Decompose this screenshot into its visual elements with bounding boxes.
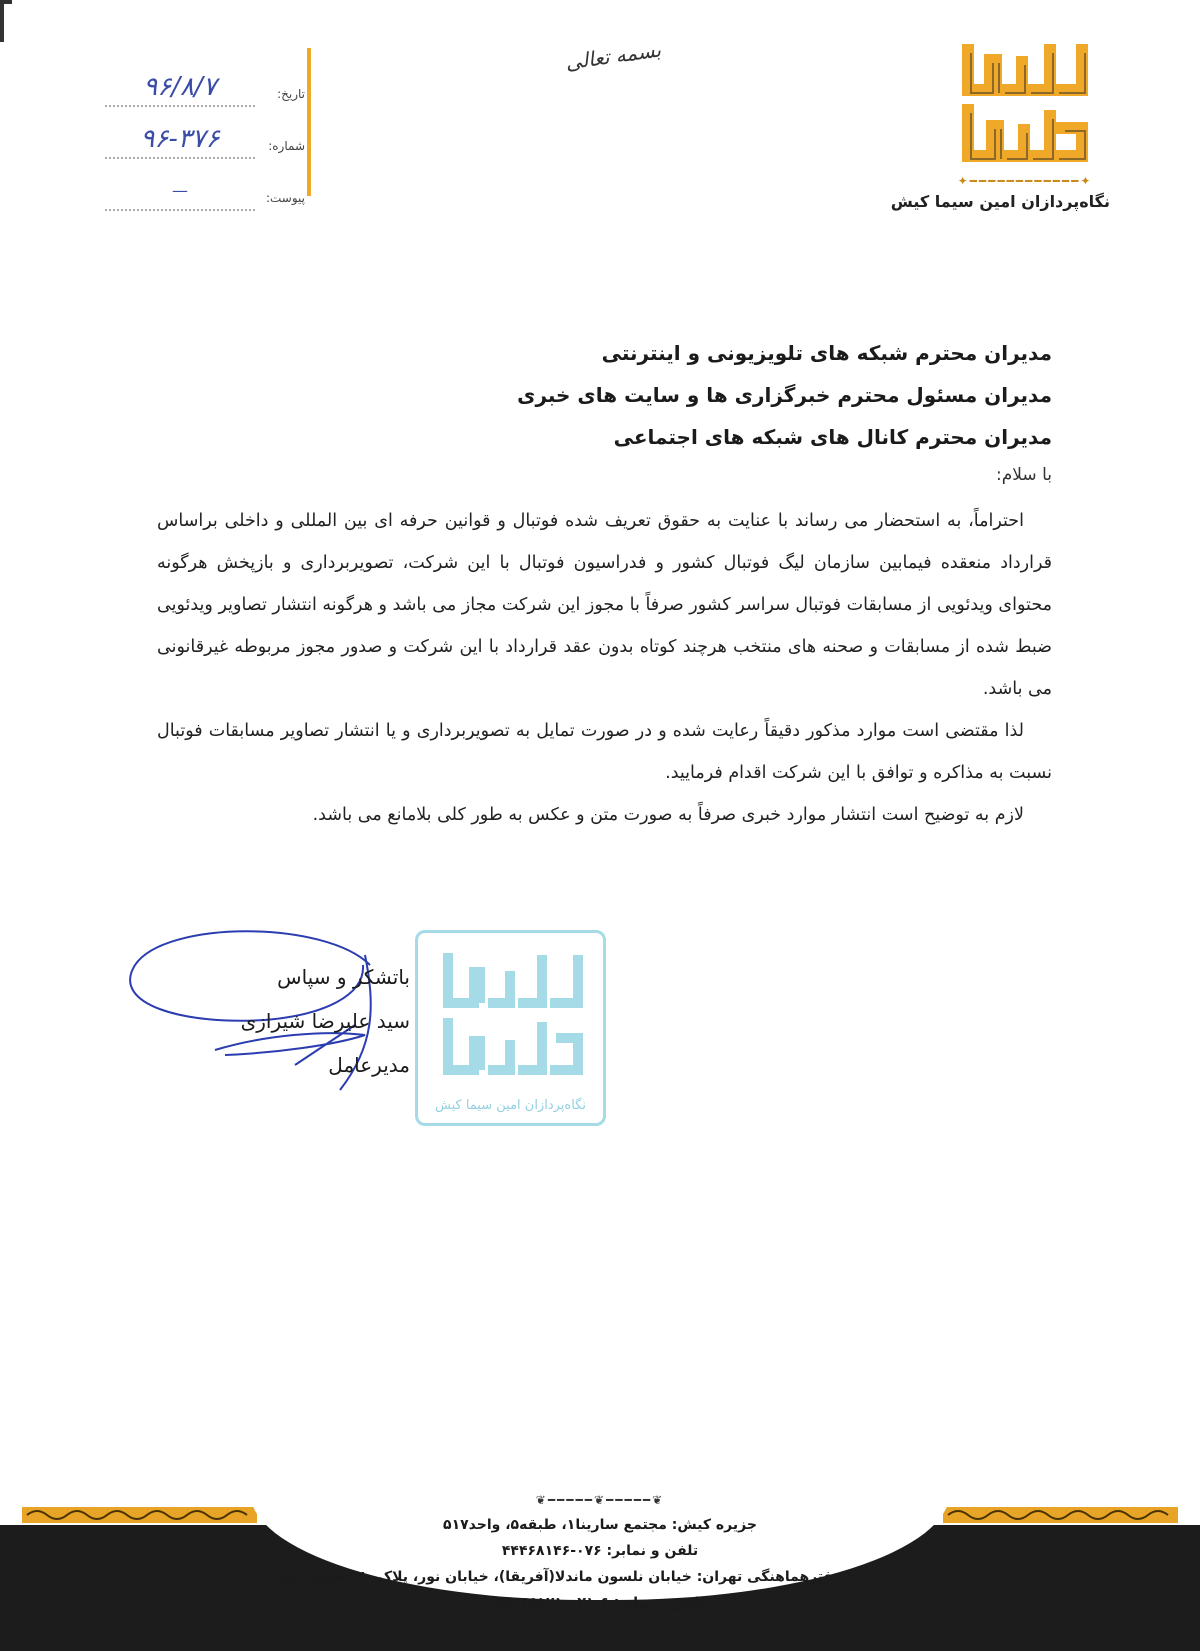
body-paragraph: لازم به توضیح است انتشار موارد خبری صرفاً به صورت متن و عکس به طور کلی بلامانع می باشد.	[312, 805, 1024, 825]
stamp-wordmark-graphic	[418, 933, 603, 1083]
footer-line-tehran-address: دفترهماهنگی تهران: خیابان نلسون ماندلا(آفریقا)، خیابان نور، پلاک ۲۰، طبقه اول	[277, 1569, 840, 1585]
corner-crop-mark	[0, 0, 12, 42]
logo-ornament: ✦━━━━━━━━━━━━✦	[957, 174, 1093, 188]
footer-ornament-left	[22, 1505, 257, 1525]
number-row	[105, 107, 305, 159]
greeting: با سلام:	[996, 465, 1052, 485]
date-value: ۹۶/۸/۷	[105, 71, 255, 107]
addressee-line: مدیران محترم کانال های شبکه های اجتماعی	[613, 425, 1052, 449]
footer-line-kish-address: جزیره کیش: مجتمع سارینا۱، طبقه۵، واحد۵۱۷	[443, 1517, 757, 1533]
addressee-line: مدیران محترم شبکه های تلویزیونی و اینترنتی	[601, 341, 1052, 365]
logo-caption: نگاه‌پردازان امین سیما کیش	[890, 192, 1110, 211]
letter-body	[157, 500, 1052, 836]
footer-divider: ❦━━━━━❦━━━━━❦	[535, 1493, 665, 1507]
footer-address	[277, 1512, 840, 1616]
date-label: تاریخ:	[277, 87, 305, 101]
basmala: بسمه تعالی	[563, 37, 663, 75]
footer-ornament-right	[943, 1505, 1178, 1525]
ornament-pattern	[943, 1505, 1178, 1525]
attachment-row	[105, 159, 305, 211]
letter-meta	[105, 55, 305, 211]
signature-title: مدیرعامل	[328, 1053, 410, 1077]
signature-name: سید علیرضا شیرازی	[240, 1009, 410, 1033]
body-paragraph: احتراماً، به استحضار می رساند با عنایت به حقوق تعریف شده فوتبال و قوانین حرفه ای بین المللی و داخلی براساس قرارداد منعقده فیمابین سازمان لیگ فوتبال کشور و فدراسیون فوتبال با این شرکت، تصویربرداری و بازپخش هرگونه محتوای ویدئویی از مسابقات فوتبال سراسر کشور صرفاً با مجوز این شرکت مجاز می باشد و هرگونه انتشار تصاویر ویدئویی ضبط شده از مسابقات و صحنه های منتخب هرچند کوتاه بدون عقد قرارداد با این شرکت و صدور مجوز مربوطه غیرقانونی می باشد.	[157, 511, 1052, 699]
signature-block	[241, 955, 410, 1087]
stamp-caption: نگاه‌پردازان امین سیما کیش	[435, 1098, 586, 1113]
number-value: ۹۶-۳۷۶	[105, 123, 255, 159]
ornament-pattern	[22, 1505, 257, 1525]
body-paragraph: لذا مقتضی است موارد مذکور دقیقاً رعایت شده و در صورت تمایل به تصویربرداری و یا انتشار تصاویر مسابقات فوتبال نسبت به مذاکره و توافق با این شرکت اقدام فرمایید.	[157, 721, 1052, 783]
footer-line-tehran-phone: تلفن و نمابر: ۶-۰۲۱-۸۸۶۶۵۱۷۱	[494, 1595, 706, 1611]
addressee-line: مدیران مسئول محترم خبرگزاری ها و سایت های خبری	[517, 383, 1052, 407]
company-logo	[890, 40, 1110, 211]
attachment-value: —	[105, 175, 255, 211]
number-label: شماره:	[268, 139, 305, 153]
logo-wordmark	[950, 40, 1100, 168]
date-row	[105, 55, 305, 107]
meta-accent-bar	[307, 48, 311, 196]
attachment-label: پیوست:	[265, 191, 305, 205]
addressee-list	[352, 332, 1052, 458]
signature-closing: باتشکر و سپاس	[277, 965, 410, 989]
footer-line-kish-phone: تلفن و نمابر: ۰۷۶-۴۴۴۶۸۱۴۶	[501, 1543, 699, 1559]
logo-wordmark-graphic	[950, 40, 1100, 168]
